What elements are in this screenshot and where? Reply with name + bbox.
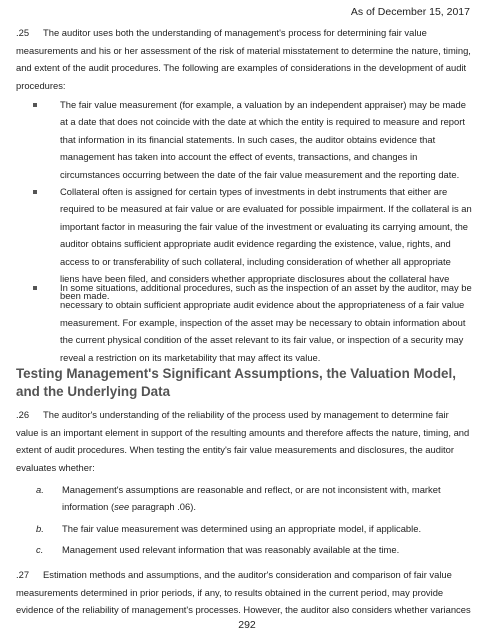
list-marker: b. [36,523,44,534]
paragraph-text: Estimation methods and assumptions, and the auditor's consideration and comparison of fair value measurements determined in prior periods, if any, to results obtained in the current period, may provide evidence of the reliability of management's processes. However, the auditor also considers whether variances [16,569,471,616]
header-date: As of December 15, 2017 [350,6,470,18]
list-item-a [16,481,472,516]
bullet-icon [33,103,37,107]
paragraph-27 [16,566,472,619]
bullet-icon [33,190,37,194]
paragraph-number: .27 [16,569,30,580]
bullet-icon [33,286,37,290]
list-item [30,279,472,366]
page-number: 292 [238,619,256,631]
list-item-c [16,541,472,558]
list-item [30,96,472,183]
paragraph-text: The auditor uses both the understanding of management's process for determining fair value measurements and his or her assessment of the risk of material misstatement to determine the nature, timing, and extent of the audit procedures. The following are examples of considerations in the development of audit procedures: [16,27,471,91]
paragraph-text: The auditor's understanding of the reliability of the process used by management to determine fair value is an important element in support of the resulting amounts and therefore affects the nature, timing, and extent of audit procedures. When testing the entity's fair value measurements and disclosures, the auditor evaluates whether: [16,409,470,473]
paragraph-number: .25 [16,27,30,38]
list-text: Management used relevant information that was reasonably available at the time. [62,544,400,555]
list-text: Management's assumptions are reasonable and reflect, or are not inconsistent with, market information ( [62,484,441,513]
bullet-text: Collateral often is assigned for certain types of investments in debt instruments that either are required to be measured at fair value or are evaluated for possible impairment. If the collateral is an important factor in measuring the fair value of the investment or evaluating its carrying amount, the auditor obtains sufficient appropriate audit evidence regarding the existence, value, rights, and access to or transferability of such collateral, including consideration of whether all appropriate liens have been filed, and considers whether appropriate disclosures about the collateral have been made. [60,186,472,302]
bullet-text: In some situations, additional procedures, such as the inspection of an asset by the auditor, may be necessary to obtain sufficient appropriate audit evidence about the appropriateness of a fair value measurement. For example, inspection of the asset may be necessary to obtain information about the current physical condition of the asset relevant to its fair value, or inspection of a security may reveal a restriction on its marketability that may affect its value. [60,282,472,363]
list-marker: a. [36,484,44,495]
list-text-italic: see [114,501,130,513]
list-item-b [16,520,472,537]
bullet-text: The fair value measurement (for example, a valuation by an independent appraiser) may be made at a date that does not coincide with the date at which the entity is required to measure and report that information in its financial statements. In such cases, the auditor obtains evidence that management has taken into account the effect of events, transactions, and changes in circumstances occurring between the date of the fair value measurement and the reporting date. [60,99,466,180]
section-heading: Testing Management's Significant Assumptions, the Valuation Model, and the Underlying Data [16,366,456,399]
list-marker: c. [36,544,44,555]
list-text: The fair value measurement was determined using an appropriate model, if applicable. [62,523,422,534]
paragraph-25 [16,24,472,94]
paragraph-26 [16,406,472,476]
list-text: paragraph .06). [129,501,196,513]
paragraph-number: .26 [16,409,30,420]
